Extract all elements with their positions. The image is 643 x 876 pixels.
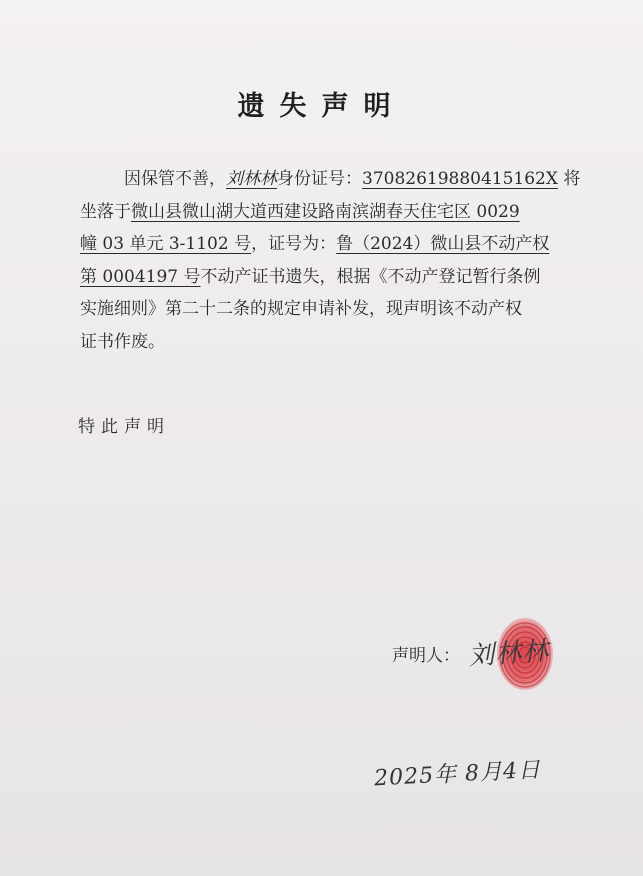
filled-field: 37082619880415162X bbox=[362, 169, 558, 189]
statement-text: 证书作废。 bbox=[80, 331, 165, 352]
statement-line bbox=[80, 261, 572, 294]
statement-line bbox=[80, 228, 572, 261]
document-title: 遗失声明 bbox=[237, 91, 406, 122]
statement-text: 将 bbox=[557, 169, 581, 189]
statement-line bbox=[80, 163, 581, 196]
statement-text: 坐落于 bbox=[80, 201, 131, 222]
handwritten-date: 2025年 8月4日 bbox=[373, 757, 542, 792]
statement-text: 实施细则》第二十二条的规定申请补发，现声明该不动产权 bbox=[80, 299, 522, 319]
statement-line bbox=[80, 326, 572, 359]
filled-field: 刘林林 bbox=[226, 169, 277, 189]
filled-field: 第 0004197 号 bbox=[80, 266, 201, 287]
filled-field: 微山县微山湖大道西建设路南滨湖春天住宅区 0029 bbox=[131, 201, 520, 222]
handwritten-signature: 刘林林 bbox=[467, 636, 551, 672]
statement-line bbox=[80, 293, 572, 326]
statement-line bbox=[80, 196, 572, 229]
statement-text: 因保管不善， bbox=[124, 169, 226, 189]
filled-field: 幢 03 单元 3-1102 号 bbox=[80, 234, 252, 254]
statement-text: 不动产证书遗失，根据《不动产登记暂行条例 bbox=[200, 266, 541, 287]
statement-text: ，证号为： bbox=[251, 234, 337, 254]
statement-text: 身份证号： bbox=[277, 169, 362, 189]
statement-body bbox=[80, 163, 581, 358]
closing-phrase: 特此声明 bbox=[78, 417, 170, 437]
declarant-label: 声明人： bbox=[392, 646, 460, 666]
filled-field: 鲁（2024）微山县不动产权 bbox=[336, 234, 550, 254]
